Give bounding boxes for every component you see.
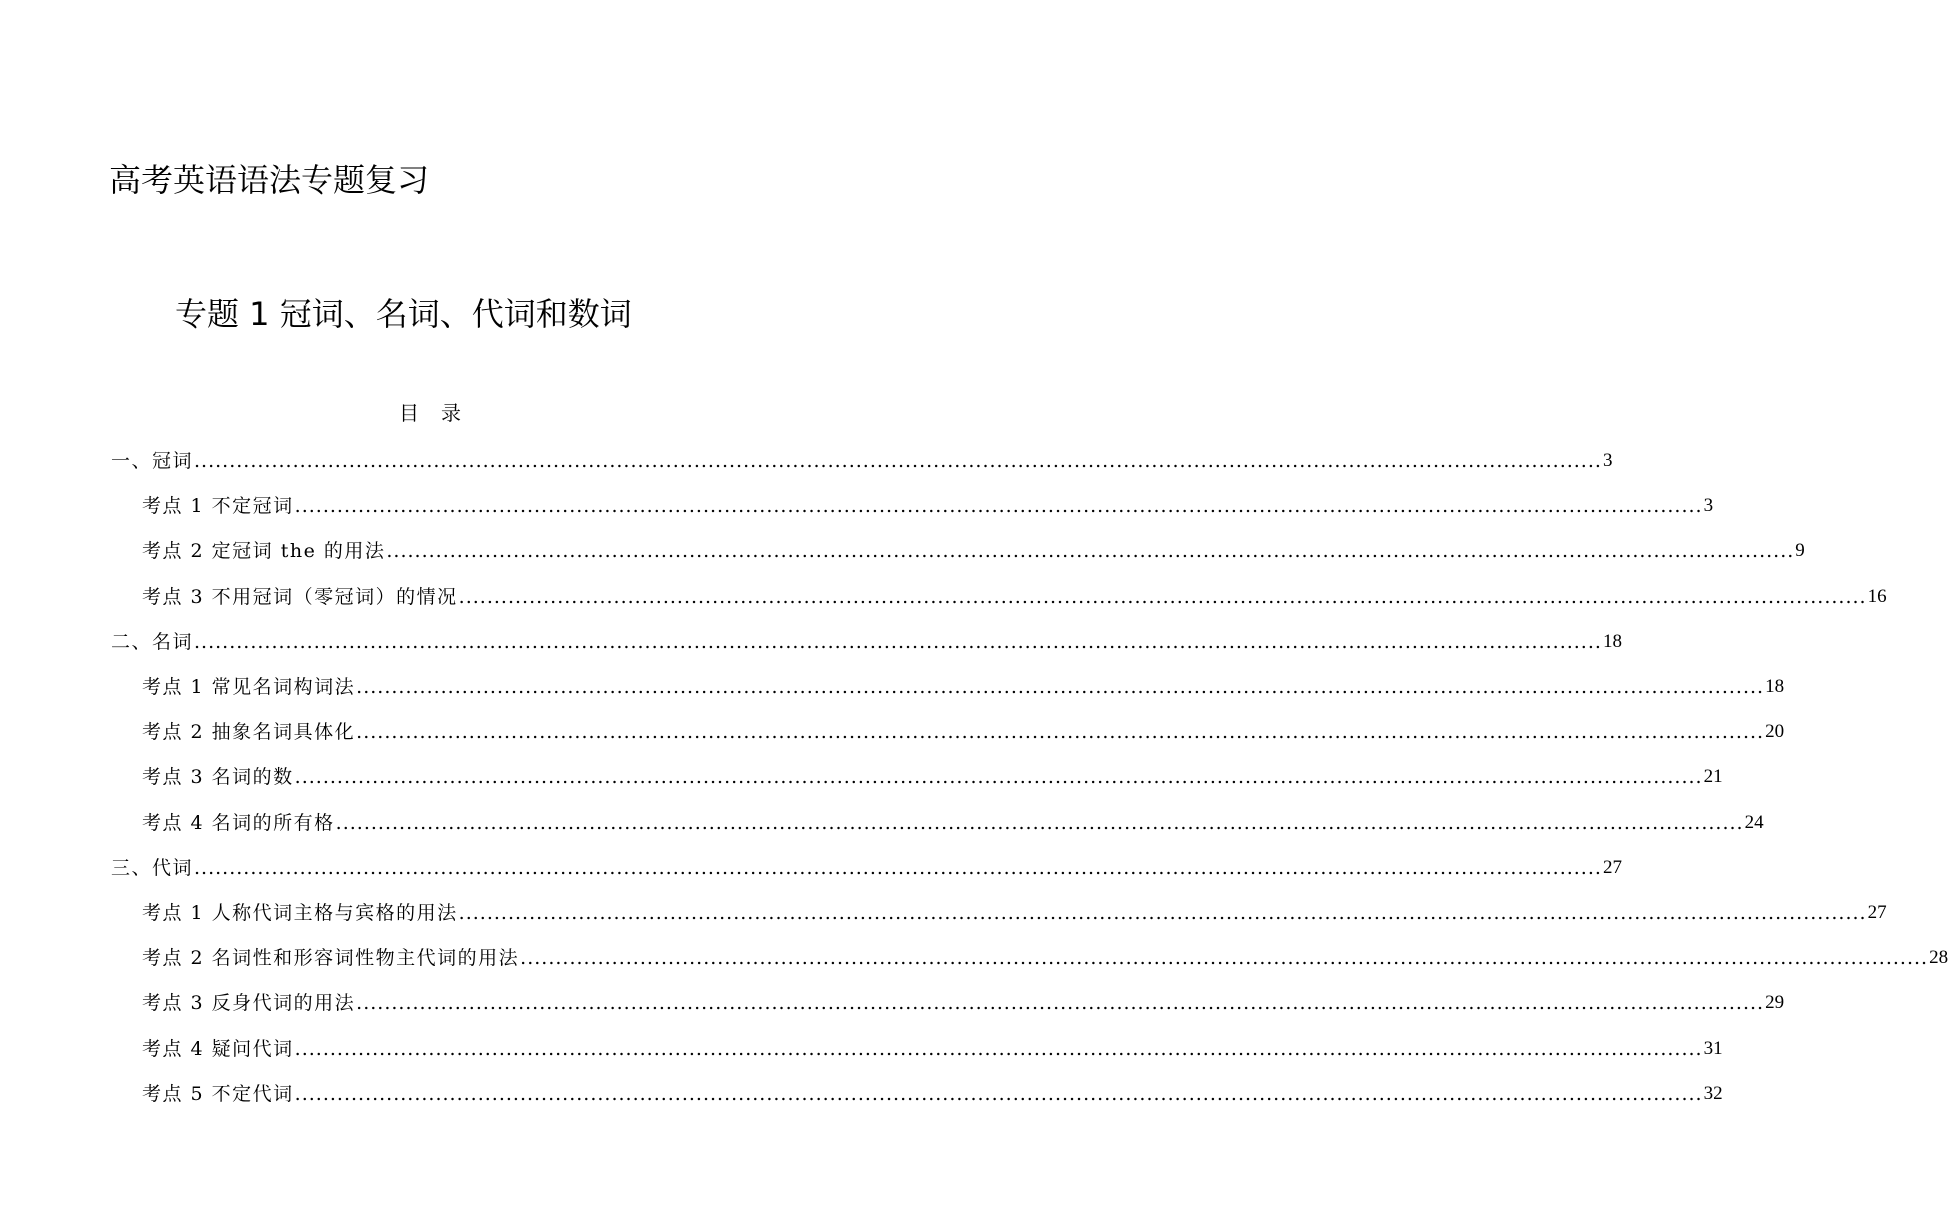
topic-title: 专题 1 冠词、名词、代词和数词 <box>175 295 632 333</box>
toc-subsection-entry[interactable] <box>142 988 1785 1018</box>
toc-dot-leader: ........................................................................................................................................................................................................ <box>356 721 1765 743</box>
toc-entry-label: 二、名词 <box>111 631 194 653</box>
toc-entry-page-number: 3 <box>1602 450 1613 471</box>
toc-subsection-entry[interactable] <box>142 1079 1723 1109</box>
toc-entry-page-number: 16 <box>1867 586 1887 607</box>
toc-entry-label: 考点 2 名词性和形容词性物主代词的用法 <box>142 947 520 969</box>
toc-entry-label: 考点 2 定冠词 the 的用法 <box>142 540 386 562</box>
toc-entry-page-number: 28 <box>1929 947 1948 968</box>
toc-dot-leader: ........................................................................................................................................................................................................ <box>194 857 1602 879</box>
document-title: 高考英语语法专题复习 <box>109 161 430 199</box>
toc-subsection-entry[interactable] <box>142 717 1785 747</box>
toc-entry-label: 一、冠词 <box>111 450 194 472</box>
toc-dot-leader: ........................................................................................................................................................................................................ <box>194 450 1602 472</box>
toc-dot-leader: ........................................................................................................................................................................................................ <box>294 495 1703 517</box>
toc-section-entry[interactable] <box>111 853 1622 883</box>
toc-section-entry[interactable] <box>111 446 1613 476</box>
toc-dot-leader: ........................................................................................................................................................................................................ <box>356 676 1765 698</box>
toc-entry-label: 考点 4 名词的所有格 <box>142 812 335 834</box>
toc-dot-leader: ........................................................................................................................................................................................................ <box>458 902 1867 924</box>
toc-dot-leader: ........................................................................................................................................................................................................ <box>458 586 1867 608</box>
toc-dot-leader: ........................................................................................................................................................................................................ <box>294 1038 1703 1060</box>
toc-entry-page-number: 31 <box>1703 1038 1723 1059</box>
toc-entry-page-number: 32 <box>1703 1083 1723 1104</box>
toc-entry-label: 考点 2 抽象名词具体化 <box>142 721 356 743</box>
toc-entry-page-number: 27 <box>1602 857 1622 878</box>
toc-entry-label: 考点 1 常见名词构词法 <box>142 676 356 698</box>
toc-dot-leader: ........................................................................................................................................................................................................ <box>520 947 1929 969</box>
toc-subsection-entry[interactable] <box>142 491 1714 521</box>
toc-entry-label: 考点 3 反身代词的用法 <box>142 992 356 1014</box>
toc-entry-label: 考点 1 人称代词主格与宾格的用法 <box>142 902 458 924</box>
toc-entry-page-number: 27 <box>1867 902 1887 923</box>
toc-entry-label: 考点 3 不用冠词（零冠词）的情况 <box>142 586 458 608</box>
toc-dot-leader: ........................................................................................................................................................................................................ <box>335 812 1744 834</box>
toc-entry-page-number: 24 <box>1744 812 1764 833</box>
toc-subsection-entry[interactable] <box>142 582 1887 612</box>
toc-subsection-entry[interactable] <box>142 808 1764 838</box>
toc-subsection-entry[interactable] <box>142 1034 1723 1064</box>
toc-subsection-entry[interactable] <box>142 943 1948 973</box>
toc-heading: 目录 <box>399 401 483 425</box>
toc-entry-page-number: 20 <box>1765 721 1785 742</box>
toc-subsection-entry[interactable] <box>142 672 1785 702</box>
toc-entry-label: 三、代词 <box>111 857 194 879</box>
toc-subsection-entry[interactable] <box>142 762 1723 792</box>
toc-entry-label: 考点 5 不定代词 <box>142 1083 294 1105</box>
toc-entry-page-number: 18 <box>1765 676 1785 697</box>
toc-entry-label: 考点 3 名词的数 <box>142 766 294 788</box>
toc-entry-label: 考点 4 疑问代词 <box>142 1038 294 1060</box>
toc-entry-label: 考点 1 不定冠词 <box>142 495 294 517</box>
toc-entry-page-number: 21 <box>1703 766 1723 787</box>
toc-entry-page-number: 3 <box>1703 495 1714 516</box>
toc-subsection-entry[interactable] <box>142 898 1887 928</box>
toc-dot-leader: ........................................................................................................................................................................................................ <box>294 1083 1703 1105</box>
toc-dot-leader: ........................................................................................................................................................................................................ <box>294 766 1703 788</box>
toc-dot-leader: ........................................................................................................................................................................................................ <box>386 540 1795 562</box>
toc-dot-leader: ........................................................................................................................................................................................................ <box>194 631 1602 653</box>
toc-section-entry[interactable] <box>111 627 1622 657</box>
toc-entry-page-number: 18 <box>1602 631 1622 652</box>
toc-entry-page-number: 9 <box>1795 540 1805 561</box>
toc-subsection-entry[interactable] <box>142 536 1805 566</box>
toc-entry-page-number: 29 <box>1765 992 1785 1013</box>
toc-dot-leader: ........................................................................................................................................................................................................ <box>356 992 1765 1014</box>
